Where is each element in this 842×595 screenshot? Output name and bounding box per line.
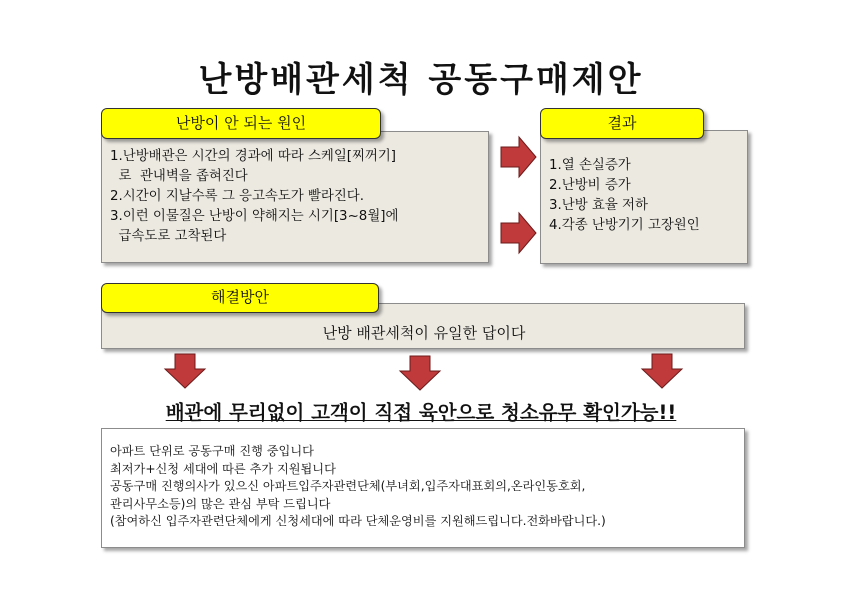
- cause-lines: [110, 147, 398, 247]
- cause-line: 1.난방배관은 시간의 경과에 따라 스케일[찌꺼기]: [110, 149, 397, 164]
- cause-line: 3.이런 이물질은 난방이 약해지는 시기[3~8월]에: [110, 209, 399, 224]
- cause-line: 급속도로 고착된다: [110, 229, 227, 244]
- arrow-down-icon: [398, 355, 442, 391]
- solution-text: 난방 배관세척이 유일한 답이다: [322, 324, 526, 342]
- arrow-right-icon: [500, 135, 538, 179]
- arrow-right-icon: [500, 211, 538, 255]
- info-line: 아파트 단위로 공동구매 진행 중입니다: [110, 444, 314, 458]
- result-line: 3.난방 효율 저하: [549, 198, 648, 213]
- info-box: [101, 428, 745, 548]
- cause-line: 로 관내벽을 좁혀진다: [110, 169, 248, 184]
- result-label-text: 결과: [607, 114, 637, 132]
- info-lines: [110, 443, 606, 531]
- result-box: [540, 130, 748, 264]
- cause-box: [101, 131, 489, 263]
- info-line: 최저가+신청 세대에 따른 추가 지원됩니다: [110, 461, 336, 476]
- info-line: 공동구매 진행의사가 있으신 아파트입주자관련단체(부녀회,입주자대표회의,온라인동호회,: [110, 479, 586, 493]
- info-line: (참여하신 입주자관련단체에게 신청세대에 따라 단체운영비를 지원해드립니다.전화바랍니다.): [110, 514, 606, 528]
- result-label: [540, 108, 704, 139]
- cause-label: [101, 108, 381, 139]
- result-line: 4.각종 난방기기 고장원인: [549, 218, 700, 233]
- result-line: 2.난방비 증가: [549, 178, 631, 193]
- solution-label: [101, 283, 379, 313]
- page-title: 난방배관세척 공동구매제안: [198, 60, 644, 100]
- result-line: 1.열 손실증가: [549, 158, 631, 173]
- info-line: 관리사무소등)의 많은 관심 부탁 드립니다: [110, 496, 331, 511]
- result-lines: [549, 156, 700, 236]
- arrow-down-icon: [640, 353, 684, 389]
- solution-label-text: 해결방안: [211, 288, 269, 306]
- arrow-down-icon: [163, 353, 207, 389]
- cause-line: 2.시간이 지날수록 그 응고속도가 빨라진다.: [110, 189, 364, 204]
- cause-label-text: 난방이 안 되는 원인: [175, 114, 307, 132]
- highlight-text: 배관에 무리없이 고객이 직접 육안으로 청소유무 확인가능!!: [165, 401, 677, 424]
